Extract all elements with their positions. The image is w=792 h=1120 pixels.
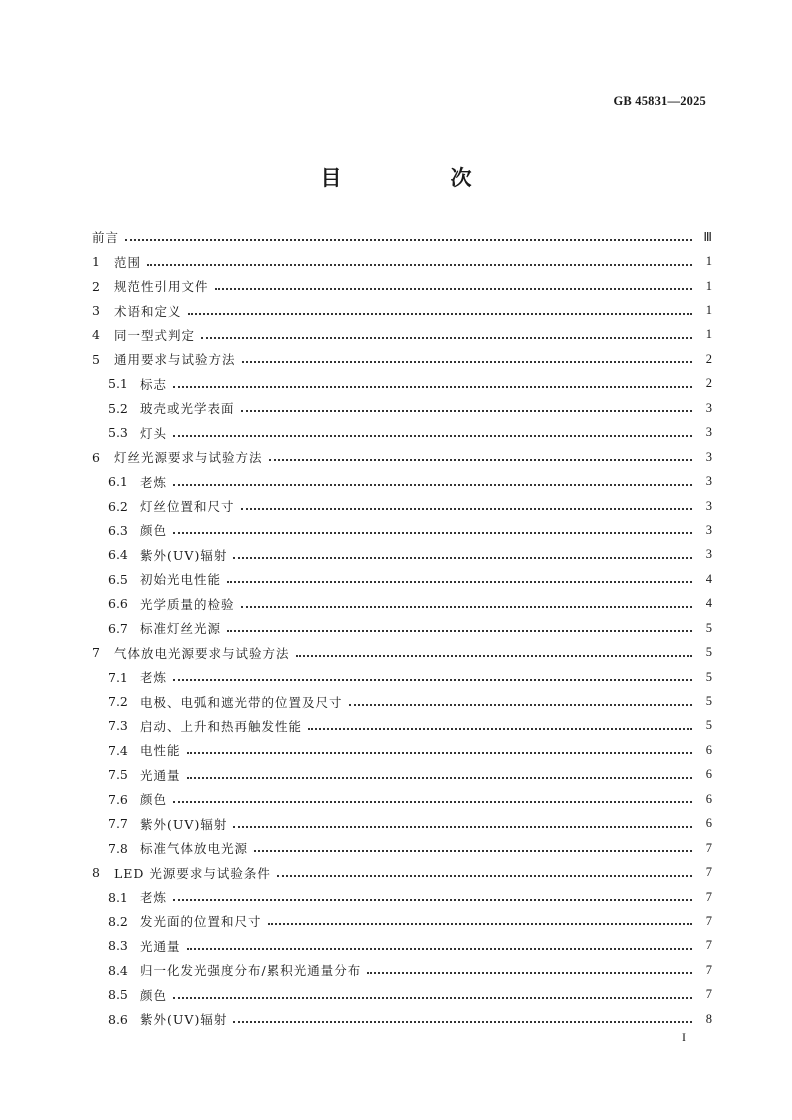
dot-leader [187,777,692,779]
toc-entry-label: 光通量 [140,767,181,783]
toc-entry-page: Ⅲ [703,230,712,245]
toc-entry-page: 7 [705,913,712,928]
toc-entry-page: 3 [705,425,712,440]
toc-entry[interactable] [92,323,712,347]
toc-entry-number: 8.5 [108,987,128,1003]
toc-entry-number: 7.4 [108,742,128,758]
dot-leader [241,508,692,510]
toc-entry-page: 7 [705,865,712,880]
toc-entry[interactable] [92,225,712,249]
toc-entry[interactable] [92,1007,712,1031]
dot-leader [269,459,692,461]
toc-entry-page: 7 [705,962,712,977]
toc-entry-label: 范围 [114,254,142,270]
toc-entry-page: 5 [705,718,712,733]
toc-entry-page: 1 [705,327,712,342]
page-title: 目 次 [320,166,516,190]
toc-entry-label: 归一化发光强度分布/累积光通量分布 [140,963,362,979]
toc-entry[interactable] [92,763,712,787]
toc-entry-number: 7.1 [108,669,128,685]
dot-leader [173,532,692,534]
toc-entry[interactable] [92,934,712,958]
dot-leader [188,313,692,315]
toc-entry-number: 7.2 [108,694,128,710]
toc-entry-page: 7 [705,889,712,904]
dot-leader [268,923,692,925]
toc-entry[interactable] [92,421,712,445]
toc-entry-page: 1 [705,254,712,269]
toc-entry-page: 7 [705,938,712,953]
toc-entry-number: 5 [92,351,100,367]
toc-entry[interactable] [92,445,712,469]
toc-entry-number: 7 [92,645,100,661]
toc-entry[interactable] [92,249,712,273]
toc-entry-page: 7 [705,840,712,855]
toc-entry-label: LED 光源要求与试验条件 [114,865,271,881]
toc-entry-label: 老炼 [140,890,168,906]
toc-entry-number: 1 [92,254,100,270]
toc-entry-label: 紫外(UV)辐射 [140,1012,228,1028]
toc-entry-number: 6.2 [108,498,128,514]
toc-entry-label: 标准气体放电光源 [140,841,249,857]
toc-entry-label: 标准灯丝光源 [140,621,222,637]
toc-entry-label: 电性能 [140,743,181,759]
toc-entry[interactable] [92,665,712,689]
toc-entry-label: 同一型式判定 [114,327,196,343]
toc-entry-page: 3 [705,400,712,415]
dot-leader [296,655,692,657]
toc-entry[interactable] [92,714,712,738]
page-number: I [682,1030,686,1044]
dot-leader [125,239,692,241]
toc-entry[interactable] [92,396,712,420]
toc-entry-number: 5.2 [108,400,128,416]
toc-entry-number: 5.1 [108,376,128,392]
toc-entry-number: 7.3 [108,718,128,734]
dot-leader [215,288,692,290]
toc-entry[interactable] [92,738,712,762]
toc-entry[interactable] [92,616,712,640]
dot-leader [187,948,692,950]
toc-entry-page: 5 [705,645,712,660]
dot-leader [173,899,692,901]
toc-entry-label: 颜色 [140,792,168,808]
toc-entry-page: 6 [705,742,712,757]
toc-entry-page: 4 [705,571,712,586]
toc-entry-number: 7.8 [108,840,128,856]
toc-entry-number: 8.3 [108,938,128,954]
toc-entry-label: 气体放电光源要求与试验方法 [114,645,290,661]
toc-entry-number: 6.7 [108,620,128,636]
toc-entry-number: 8.6 [108,1011,128,1027]
toc-entry[interactable] [92,298,712,322]
toc-entry-label: 规范性引用文件 [114,279,209,295]
toc-entry-page: 5 [705,620,712,635]
toc-entry-number: 6.1 [108,474,128,490]
toc-entry-page: 3 [705,498,712,513]
toc-entry-label: 通用要求与试验方法 [114,352,236,368]
dot-leader [227,581,692,583]
toc-entry-label: 标志 [140,376,168,392]
dot-leader [242,361,692,363]
toc-entry-page: 6 [705,791,712,806]
toc-entry-label: 前言 [92,230,120,246]
toc-entry-number: 6.6 [108,596,128,612]
toc-entry-label: 颜色 [140,987,168,1003]
dot-leader [173,484,692,486]
dot-leader [254,850,692,852]
toc-entry-number: 2 [92,278,100,294]
toc-entry-number: 3 [92,303,100,319]
toc-entry[interactable] [92,494,712,518]
dot-leader [173,386,692,388]
dot-leader [227,630,692,632]
toc-entry[interactable] [92,836,712,860]
toc-entry-page: 6 [705,816,712,831]
toc-entry-page: 1 [705,303,712,318]
toc-entry-number: 7.7 [108,816,128,832]
dot-leader [367,972,692,974]
toc-entry-label: 玻壳或光学表面 [140,401,235,417]
toc-entry-page: 3 [705,449,712,464]
dot-leader [173,997,692,999]
toc-entry-page: 5 [705,694,712,709]
toc-entry[interactable] [92,860,712,884]
dot-leader [233,557,692,559]
dot-leader [173,435,692,437]
dot-leader [349,704,692,706]
toc-entry[interactable] [92,909,712,933]
toc-entry[interactable] [92,640,712,664]
toc-entry-page: 3 [705,474,712,489]
toc-entry-page: 3 [705,522,712,537]
toc-entry-page: 2 [705,376,712,391]
toc-entry-label: 老炼 [140,474,168,490]
dot-leader [147,264,692,266]
dot-leader [308,728,692,730]
toc-entry-number: 8.4 [108,962,128,978]
toc-entry-label: 术语和定义 [114,303,182,319]
toc-entry-number: 6 [92,449,100,465]
toc-entry[interactable] [92,347,712,371]
toc-entry-number: 8.1 [108,889,128,905]
toc-entry[interactable] [92,983,712,1007]
toc-entry-label: 老炼 [140,670,168,686]
dot-leader [241,410,692,412]
dot-leader [173,679,692,681]
dot-leader [173,801,692,803]
toc-entry-number: 4 [92,327,100,343]
toc-entry[interactable] [92,958,712,982]
toc-entry-page: 6 [705,767,712,782]
toc-entry-number: 8 [92,865,100,881]
toc-entry[interactable] [92,592,712,616]
toc-entry-number: 7.5 [108,767,128,783]
toc-entry[interactable] [92,372,712,396]
table-of-contents [92,225,712,1031]
dot-leader [187,752,692,754]
toc-entry-label: 灯头 [140,425,168,441]
toc-entry-number: 5.3 [108,425,128,441]
toc-entry-page: 1 [705,278,712,293]
toc-entry-number: 8.2 [108,913,128,929]
dot-leader [241,606,692,608]
toc-entry-number: 6.5 [108,571,128,587]
toc-entry-number: 6.4 [108,547,128,563]
dot-leader [233,826,692,828]
toc-entry-page: 3 [705,547,712,562]
toc-entry-label: 灯丝光源要求与试验方法 [114,450,263,466]
toc-entry-label: 电极、电弧和遮光带的位置及尺寸 [140,694,343,710]
toc-entry-number: 7.6 [108,791,128,807]
toc-entry-page: 8 [705,1011,712,1026]
dot-leader [277,875,692,877]
toc-entry-label: 颜色 [140,523,168,539]
toc-entry[interactable] [92,274,712,298]
standard-code: GB 45831—2025 [613,94,706,108]
toc-entry[interactable] [92,689,712,713]
toc-entry[interactable] [92,543,712,567]
toc-entry-number: 6.3 [108,522,128,538]
toc-entry-page: 7 [705,987,712,1002]
toc-entry[interactable] [92,518,712,542]
toc-entry-label: 初始光电性能 [140,572,222,588]
toc-entry-label: 灯丝位置和尺寸 [140,499,235,515]
toc-entry[interactable] [92,812,712,836]
toc-entry-label: 紫外(UV)辐射 [140,547,228,563]
toc-entry[interactable] [92,787,712,811]
toc-entry-label: 启动、上升和热再触发性能 [140,718,303,734]
toc-entry-label: 光通量 [140,938,181,954]
toc-entry-label: 光学质量的检验 [140,596,235,612]
toc-entry-label: 发光面的位置和尺寸 [140,914,262,930]
dot-leader [201,337,692,339]
toc-entry[interactable] [92,885,712,909]
dot-leader [233,1021,692,1023]
toc-entry-page: 2 [705,351,712,366]
toc-entry-label: 紫外(UV)辐射 [140,816,228,832]
toc-entry-page: 4 [705,596,712,611]
toc-entry-page: 5 [705,669,712,684]
toc-entry[interactable] [92,567,712,591]
toc-entry[interactable] [92,469,712,493]
